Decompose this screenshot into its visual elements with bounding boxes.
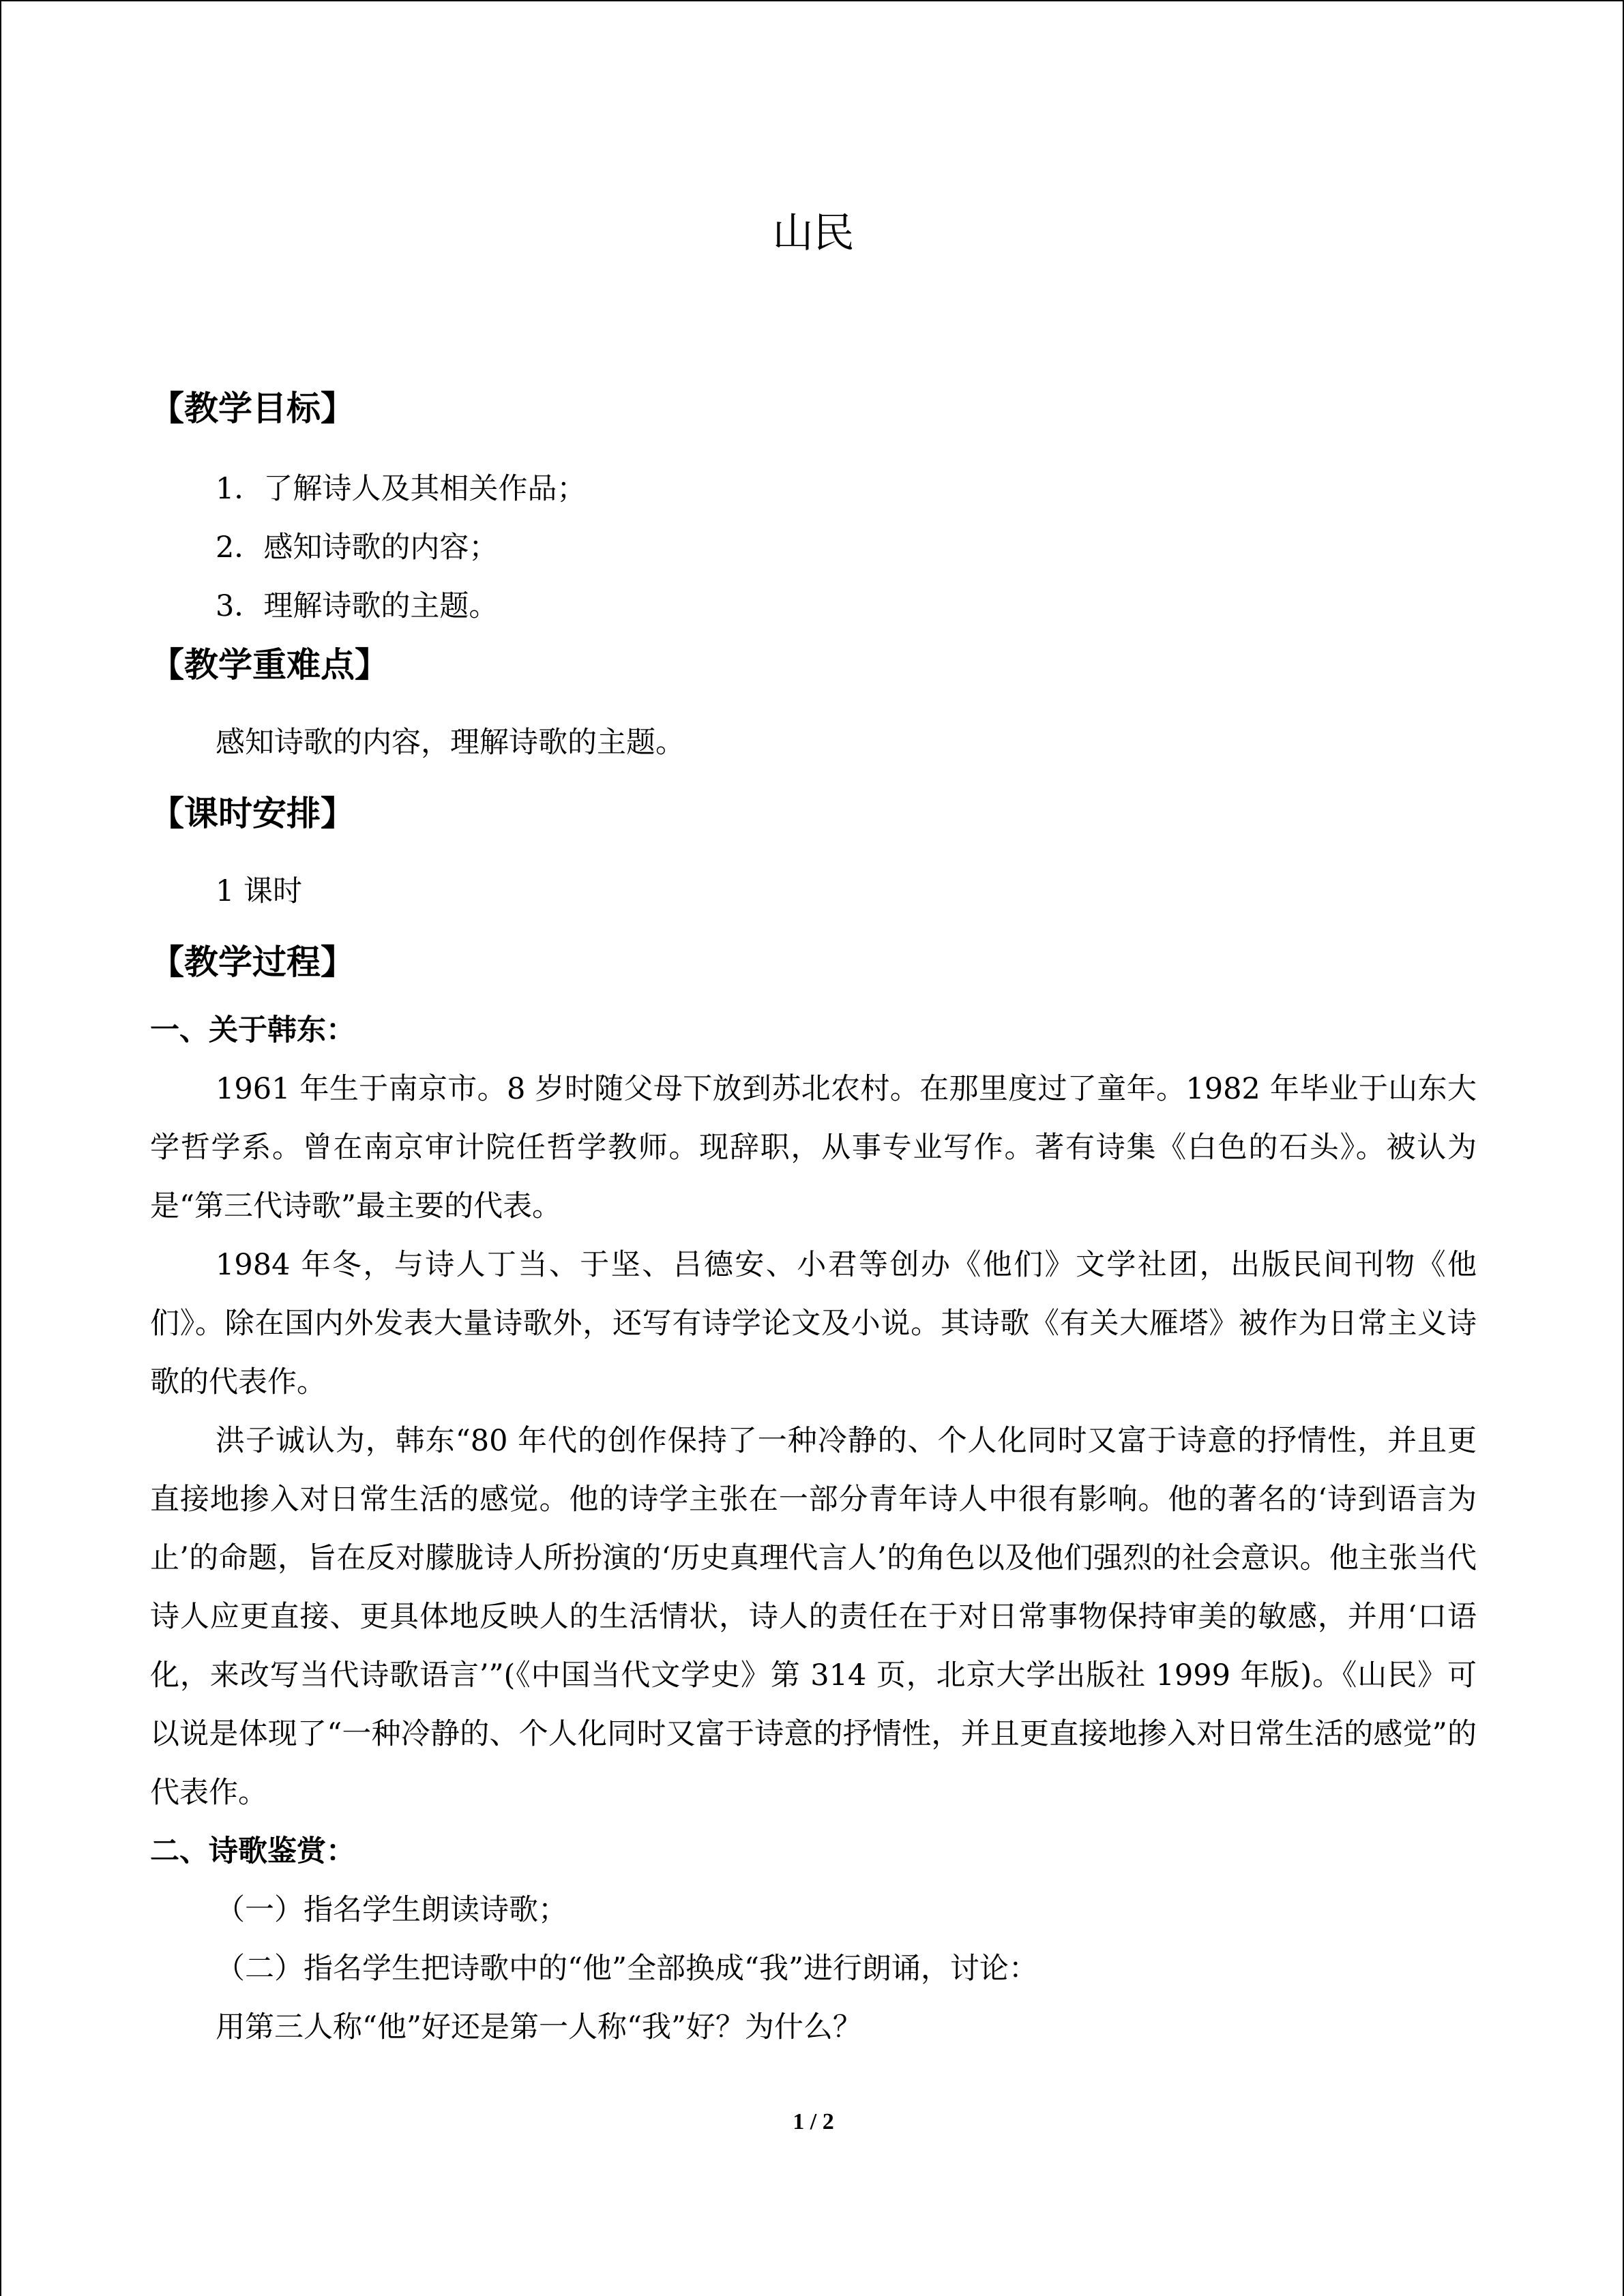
- page-number: 1 / 2: [793, 2109, 834, 2134]
- part1-paragraph: 洪子诚认为，韩东“80 年代的创作保持了一种冷静的、个人化同时又富于诗意的抒情性，并且更直接地掺入对日常生活的感觉。他的诗学主张在一部分青年诗人中很有影响。他的著名的‘诗到语言为止’的命题，旨在反对朦胧诗人所扮演的‘历史真理代言人’的角色以及他们强烈的社会意识。他主张当代诗人应更直接、更具体地反映人的生活情状，诗人的责任在于对日常事物保持审美的敏感，并用‘口语化，来改写当代诗歌语言’”(《中国当代文学史》第 314 页，北京大学出版社 1999 年版)。《山民》可以说是体现了“一种冷静的、个人化同时又富于诗意的抒情性，并且更直接地掺入对日常生活的感觉”的代表作。: [150, 1424, 1477, 1810]
- objectives-list: [150, 460, 1477, 636]
- objectives-heading: 【教学目标】: [150, 389, 355, 428]
- part2-line: 用第三人称“他”好还是第一人称“我”好？为什么？: [216, 2010, 862, 2044]
- part1-heading: 一、关于韩东：: [150, 1013, 355, 1047]
- key-points-text: 感知诗歌的内容，理解诗歌的主题。: [216, 726, 685, 760]
- part2-line: （一）指名学生朗读诗歌；: [216, 1893, 567, 1927]
- schedule-heading: 【课时安排】: [150, 794, 355, 833]
- objective-item: 3．理解诗歌的主题。: [216, 589, 499, 623]
- part2-heading: 二、诗歌鉴赏：: [150, 1834, 355, 1868]
- part2-line: （二）指名学生把诗歌中的“他”全部换成“我”进行朗诵，讨论：: [216, 1952, 1038, 1986]
- document-content: [150, 206, 1477, 2057]
- objective-item: 2．感知诗歌的内容；: [216, 531, 499, 565]
- objective-item: 1．了解诗人及其相关作品；: [216, 472, 587, 506]
- part1-paragraph: 1961 年生于南京市。8 岁时随父母下放到苏北农村。在那里度过了童年。1982 年毕业于山东大学哲学系。曾在南京审计院任哲学教师。现辞职，从事专业写作。著有诗集《白色的石头》。被认为是“第三代诗歌”最主要的代表。: [150, 1072, 1477, 1223]
- schedule-text: 1 课时: [216, 874, 303, 908]
- part1-paragraph: 1984 年冬，与诗人丁当、于坚、吕德安、小君等创办《他们》文学社团，出版民间刊物《他们》。除在国内外发表大量诗歌外，还写有诗学论文及小说。其诗歌《有关大雁塔》被作为日常主义诗歌的代表作。: [150, 1248, 1477, 1399]
- key-points-heading: 【教学重难点】: [150, 645, 389, 685]
- process-heading: 【教学过程】: [150, 942, 355, 982]
- page-title: 山民: [772, 209, 855, 257]
